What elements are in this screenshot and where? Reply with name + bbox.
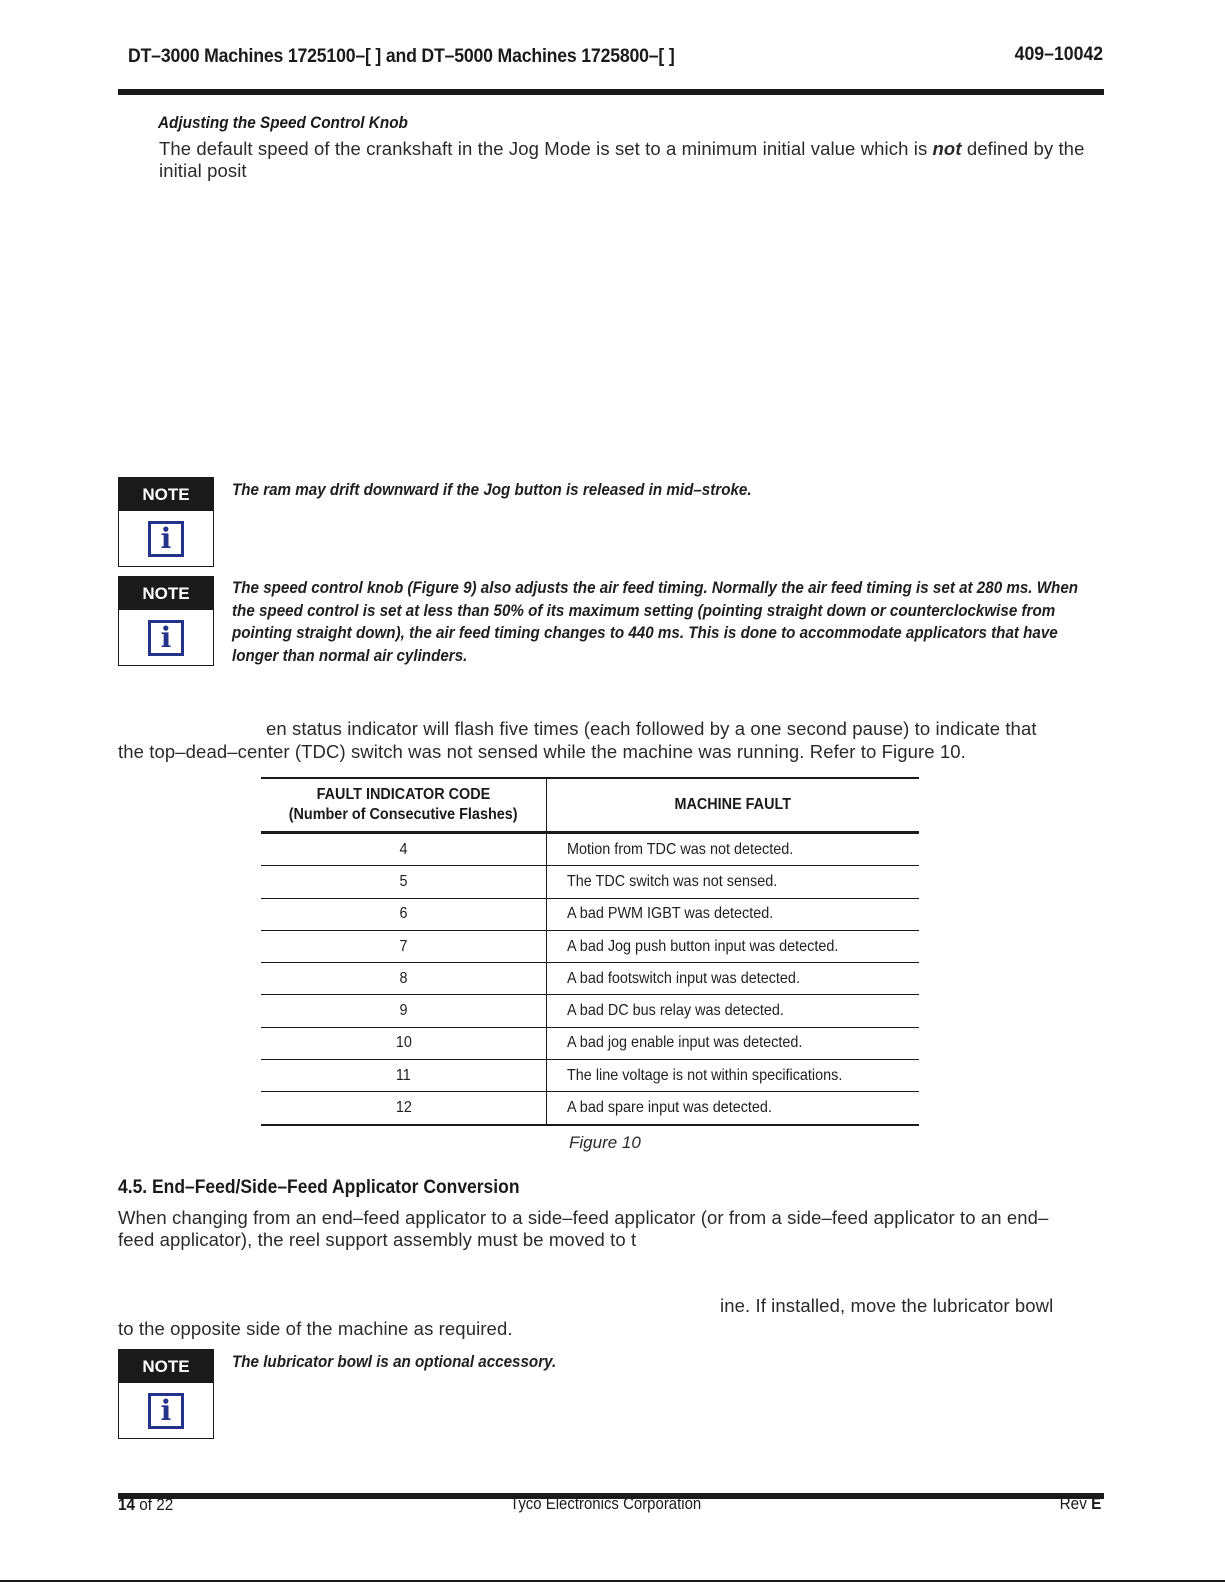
machine-fault-cell xyxy=(547,898,920,930)
table-header-row xyxy=(261,778,919,833)
machine-fault: A bad jog enable input was detected. xyxy=(567,1034,803,1052)
fault-header-label: MACHINE FAULT xyxy=(674,796,792,813)
note-label: NOTE xyxy=(119,478,213,511)
info-icon: i xyxy=(148,1393,184,1429)
column-header-code xyxy=(261,778,547,833)
fault-code: 11 xyxy=(396,1066,411,1084)
fault-code-cell xyxy=(261,833,547,866)
lubricator-line-2: to the opposite side of the machine as required. xyxy=(118,1318,513,1339)
conversion-section-heading: 4.5. End–Feed/Side–Feed Applicator Conversion xyxy=(118,1177,520,1198)
note-text-3: The lubricator bowl is an optional accessory. xyxy=(232,1353,557,1371)
company-name: Tyco Electronics Corporation xyxy=(510,1494,702,1513)
header-rule xyxy=(118,89,1104,95)
fault-indicator-table xyxy=(261,777,919,1126)
machine-fault-cell xyxy=(547,866,920,898)
table-row xyxy=(261,930,919,962)
code-header-line-1: FAULT INDICATOR CODE xyxy=(316,786,491,803)
table-row xyxy=(261,1060,919,1092)
fault-code: 12 xyxy=(395,1099,412,1117)
lubricator-line-1: ine. If installed, move the lubricator bowl xyxy=(720,1295,1054,1316)
fault-code-cell xyxy=(261,1060,547,1092)
note-text-2: The speed control knob (Figure 9) also adjusts the air feed timing. Normally the air feed timing is set at 280 ms. When the speed control is set at less than 50% of its maximum setting (pointing straight down or counterclockwise from pointing straight down), the air feed timing changes to 440 ms. This is done to accommodate applicators that have longer than normal air cylinders. xyxy=(232,579,1079,665)
fault-code: 4 xyxy=(399,840,408,858)
table-row xyxy=(261,833,919,866)
note-label: NOTE xyxy=(119,1350,213,1383)
note-text-1: The ram may drift downward if the Jog button is released in mid–stroke. xyxy=(232,481,752,499)
machine-fault: A bad DC bus relay was detected. xyxy=(567,1002,784,1020)
machine-fault-cell xyxy=(547,1060,920,1092)
note-box-2 xyxy=(118,576,214,666)
fault-code-cell xyxy=(261,1027,547,1059)
fault-code: 9 xyxy=(399,1002,408,1020)
table-row xyxy=(261,1027,919,1059)
machine-fault: A bad footswitch input was detected. xyxy=(567,969,800,987)
table-row xyxy=(261,1092,919,1125)
fault-paragraph-line-2: the top–dead–center (TDC) switch was not sensed while the machine was running. Refer to Figure 10. xyxy=(118,741,966,762)
info-icon: i xyxy=(148,620,184,656)
page-number xyxy=(118,1494,173,1515)
revision xyxy=(1059,1494,1101,1514)
machine-fault: The line voltage is not within specifications. xyxy=(567,1066,843,1084)
fault-code-cell xyxy=(261,963,547,995)
info-icon: i xyxy=(148,521,184,557)
page-header-title: DT–3000 Machines 1725100–[ ] and DT–5000 Machines 1725800–[ ] xyxy=(128,46,675,67)
machine-fault-cell xyxy=(547,833,920,866)
page-edge-rule xyxy=(0,1580,1225,1582)
machine-fault: A bad spare input was detected. xyxy=(567,1099,772,1117)
fault-code-cell xyxy=(261,1092,547,1125)
table-row xyxy=(261,995,919,1027)
machine-fault-cell xyxy=(547,995,920,1027)
speed-control-heading: Adjusting the Speed Control Knob xyxy=(158,113,408,132)
machine-fault-cell xyxy=(547,963,920,995)
machine-fault-cell xyxy=(547,1092,920,1125)
fault-code: 10 xyxy=(395,1034,412,1052)
figure-caption: Figure 10 xyxy=(569,1133,641,1152)
machine-fault: A bad Jog push button input was detected. xyxy=(567,937,839,955)
column-header-fault xyxy=(547,778,920,833)
document-number: 409–10042 xyxy=(1014,44,1103,65)
fault-code: 7 xyxy=(399,937,408,955)
note-label: NOTE xyxy=(119,577,213,610)
speed-control-paragraph xyxy=(159,138,1094,182)
machine-fault: A bad PWM IGBT was detected. xyxy=(567,905,774,923)
fault-code-cell xyxy=(261,930,547,962)
conversion-paragraph: When changing from an end–feed applicator to a side–feed applicator (or from a side–feed applicator to an end–feed applicator), the reel support assembly must be moved to t xyxy=(118,1207,1049,1250)
machine-fault: The TDC switch was not sensed. xyxy=(567,872,778,890)
speed-text-after: defined by the initial posit xyxy=(159,138,1085,181)
fault-paragraph-line-1: en status indicator will flash five times (each followed by a one second pause) to indicate that xyxy=(266,718,1037,739)
table-row xyxy=(261,898,919,930)
fault-code-cell xyxy=(261,898,547,930)
speed-text-emphasis: not xyxy=(932,138,962,159)
note-box-3 xyxy=(118,1349,214,1439)
fault-code: 6 xyxy=(399,905,408,923)
note-box-1 xyxy=(118,477,214,567)
revision-value: E xyxy=(1090,1494,1101,1513)
fault-code: 5 xyxy=(399,872,408,890)
page-current: 14 xyxy=(118,1495,136,1514)
revision-label: Rev xyxy=(1059,1494,1091,1513)
fault-code: 8 xyxy=(399,969,408,987)
page-total: of 22 xyxy=(135,1495,174,1514)
code-header-line-2: (Number of Consecutive Flashes) xyxy=(289,806,518,823)
machine-fault-cell xyxy=(547,1027,920,1059)
fault-code-cell xyxy=(261,995,547,1027)
fault-code-cell xyxy=(261,866,547,898)
machine-fault-cell xyxy=(547,930,920,962)
table-row xyxy=(261,963,919,995)
machine-fault: Motion from TDC was not detected. xyxy=(567,840,794,858)
speed-text-before: The default speed of the crankshaft in the Jog Mode is set to a minimum initial value which is xyxy=(159,138,933,159)
table-row xyxy=(261,866,919,898)
